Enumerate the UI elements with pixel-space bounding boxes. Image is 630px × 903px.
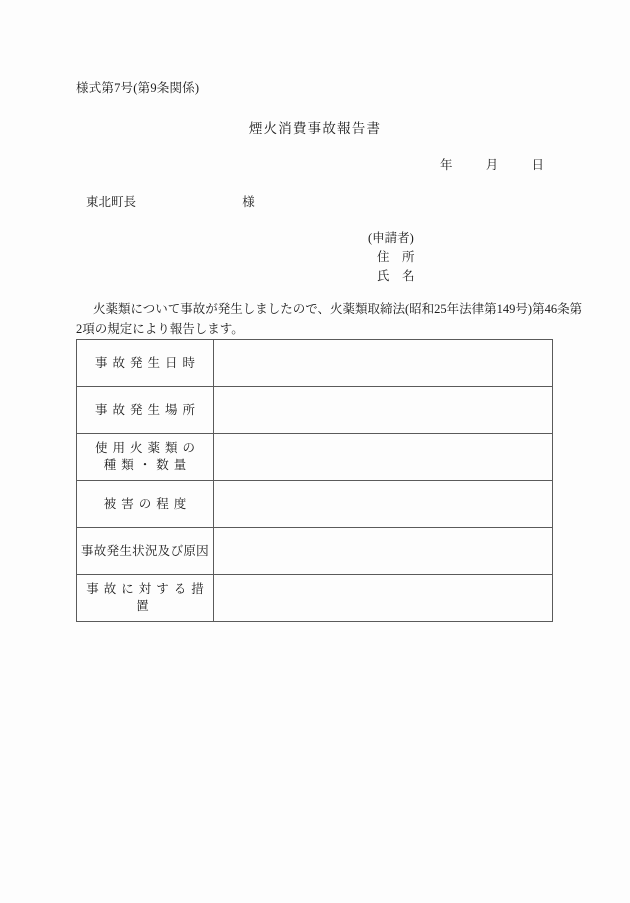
applicant-address-label: 住 所 (377, 250, 415, 264)
row-value-accident-location[interactable] (214, 387, 553, 434)
row-value-measures-taken[interactable] (214, 575, 553, 622)
row-label-text: 被害の程度 (103, 496, 192, 511)
row-label-accident-datetime (77, 340, 214, 387)
row-value-explosive-type-quantity[interactable] (214, 434, 553, 481)
row-label-text: 事故発生日時 (94, 355, 200, 370)
row-label-text: 事故発生場所 (94, 402, 200, 417)
row-label-text: 事故に対する措置 (86, 582, 209, 613)
applicant-block (368, 229, 415, 286)
row-label-measures-taken (77, 575, 214, 622)
table-row (77, 575, 553, 622)
body-line-2: 2項の規定により報告します。 (76, 322, 244, 336)
table-row (77, 434, 553, 481)
row-value-damage-extent[interactable] (214, 481, 553, 528)
date-year-label: 年 (440, 158, 453, 172)
row-label-circumstances-cause (77, 528, 214, 575)
row-label-accident-location (77, 387, 214, 434)
addressee-line (86, 192, 255, 210)
table-row (77, 481, 553, 528)
row-label-damage-extent (77, 481, 214, 528)
row-value-circumstances-cause[interactable] (214, 528, 553, 575)
row-label-text: 事故発生状況及び原因 (80, 543, 209, 558)
table-row (77, 340, 553, 387)
row-label-text-line1: 使用火薬類の (94, 441, 200, 455)
row-label-explosive-type-quantity (77, 434, 214, 481)
row-value-accident-datetime[interactable] (214, 340, 553, 387)
addressee-honorific: 様 (242, 195, 255, 209)
date-month-label: 月 (485, 158, 499, 172)
table-row (77, 387, 553, 434)
applicant-name-label: 氏 名 (377, 269, 415, 283)
addressee-recipient: 東北町長 (86, 195, 137, 209)
document-title: 煙火消費事故報告書 (248, 121, 382, 136)
date-line (440, 155, 544, 173)
accident-report-table (76, 339, 553, 622)
row-label-text-line2: 種類・数量 (103, 458, 192, 472)
body-line-1: 火薬類について事故が発生しましたので、火薬類取締法(昭和25年法律第149号)第46条第 (93, 302, 583, 316)
table-row (77, 528, 553, 575)
body-paragraph (76, 299, 583, 339)
date-day-label: 日 (531, 158, 545, 172)
applicant-heading: (申請者) (368, 231, 414, 245)
form-number: 様式第7号(第9条関係) (76, 81, 200, 95)
